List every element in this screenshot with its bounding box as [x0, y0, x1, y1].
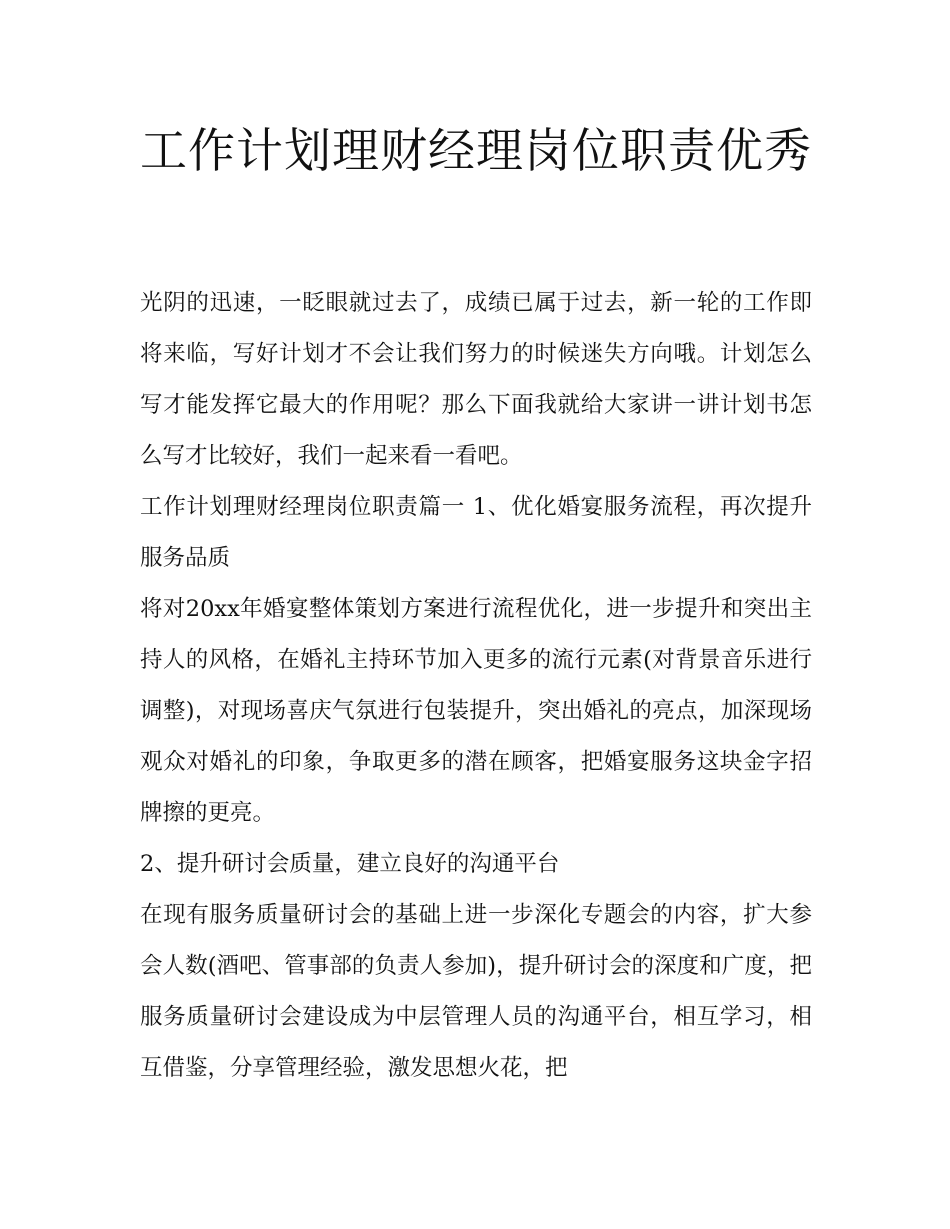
section-2-paragraph: 在现有服务质量研讨会的基础上进一步深化专题会的内容，扩大参会人数(酒吧、管事部的负责人参加)，提升研讨会的深度和广度，把服务质量研讨会建设成为中层管理人员的沟通平台，相互学习，相互借鉴，分享管理经验，激发思想火花，把 [140, 902, 812, 1081]
section-heading-1: 工作计划理财经理岗位职责篇一 1、优化婚宴服务流程，再次提升服务品质 [140, 494, 812, 571]
intro-paragraph: 光阴的迅速，一眨眼就过去了，成绩已属于过去，新一轮的工作即将来临，写好计划才不会让我们努力的时候迷失方向哦。计划怎么写才能发挥它最大的作用呢？那么下面我就给大家讲一讲计划书怎么写才比较好，我们一起来看一看吧。 [140, 290, 812, 469]
document-body [140, 278, 812, 1094]
document-title: 工作计划理财经理岗位职责优秀 [140, 124, 812, 179]
section-heading-2: 2、提升研讨会质量，建立良好的沟通平台 [140, 851, 560, 877]
section-1-paragraph: 将对20xx年婚宴整体策划方案进行流程优化，进一步提升和突出主持人的风格，在婚礼主持环节加入更多的流行元素(对背景音乐进行调整)，对现场喜庆气氛进行包装提升，突出婚礼的亮点，加深现场观众对婚礼的印象，争取更多的潜在顾客，把婚宴服务这块金字招牌擦的更亮。 [140, 596, 812, 826]
